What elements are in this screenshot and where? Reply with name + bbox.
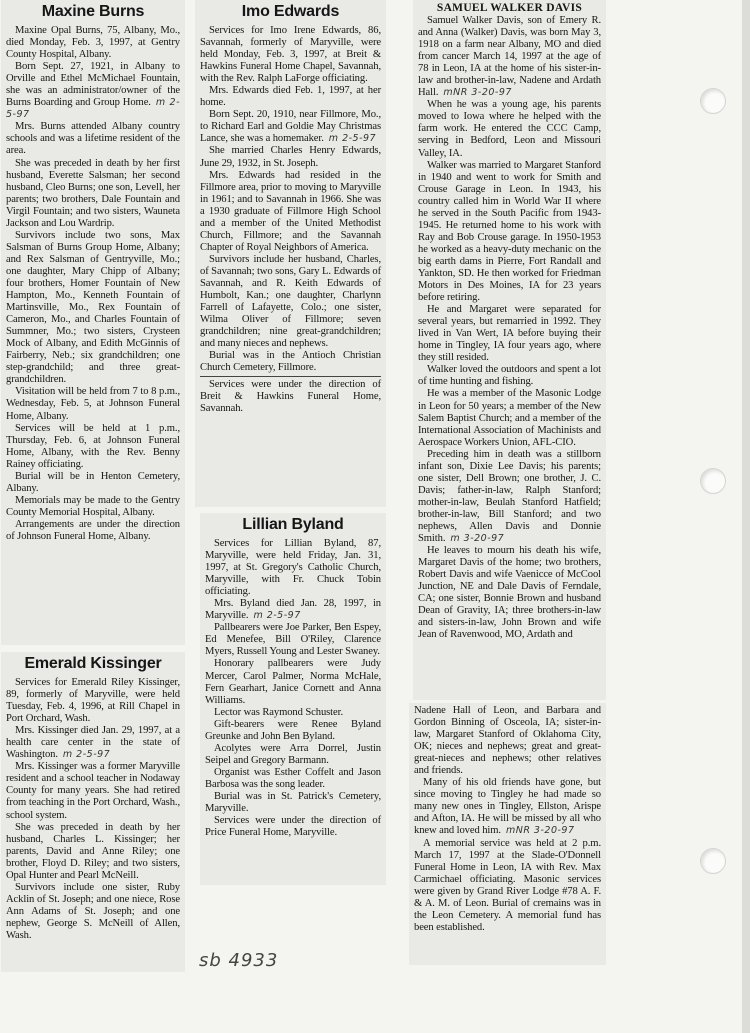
handwritten-note: m 2-5-97	[328, 133, 377, 145]
paragraph: Mrs. Kissinger was a former Maryville resident and a school teacher in Nodaway County for many years. She had retired from teaching in the Port Orchard, Wash., school system.	[6, 761, 180, 821]
handwritten-note: mNR 3-20-97	[443, 87, 512, 99]
paragraph: Mrs. Edwards had resided in the Fillmore area, prior to moving to Maryville in 1961; and to Savannah in 1966. She was a 1930 graduate of Fillmore High School and a member of the United Methodist Church, Fillmore; and the Savannah Chapter of Royal Neighbors of America.	[200, 169, 381, 253]
paragraph: Services were under the direction of Price Funeral Home, Maryville.	[205, 815, 381, 839]
paragraph: He and Margaret were separated for several years, but remarried in 1992. They lived in Van Wert, IA before buying their home in Tingley, IA four years ago, where they still resided.	[418, 304, 601, 364]
obituary-title: Maxine Burns	[41, 3, 145, 20]
paragraph: Burial was in the Antioch Christian Church Cemetery, Fillmore.	[200, 350, 381, 374]
paragraph: Visitation will be held from 7 to 8 p.m., Wednesday, Feb. 5, at Johnson Funeral Home, Albany.	[6, 386, 180, 422]
binder-hole-bottom	[700, 848, 726, 874]
paragraph: Gift-bearers were Renee Byland Greunke and John Ben Byland.	[205, 718, 381, 742]
paragraph: Many of his old friends have gone, but since moving to Tingley he had made so many new ones in Tingley, Ellston, Arispe and Afton, IA. He will be missed by all who knew and loved him. mNR 3-20-97	[414, 777, 601, 837]
divider	[200, 376, 381, 377]
paragraph: He leaves to mourn his death his wife, Margaret Davis of the home; two brothers, Robert Davis and wife Vaenicce of McCool Junction, NE and Dale Davis of Ferndale, CA; one sister, Bonnie Brown and husband Dean of Gravity, IA; three brothers-in-law and sisters-in-law, John Brown and wife Jean of Ravenwood, MO, Ardath and	[418, 545, 601, 641]
paragraph: Burial was in St. Patrick's Cemetery, Maryville.	[205, 790, 381, 815]
paragraph: Mrs. Burns attended Albany country schools and was a lifetime resident of the area.	[6, 121, 180, 157]
paragraph: Walker was married to Margaret Stanford in 1940 and went to work for Smith and Crouse Garage in Leon. In 1943, his country called him in World War II where he served in the South Pacific from 1943-1945. He returned home to his work with Ray and Bob Crouse garage. In 1950-1953 he worked as a heavy-duty mechanic on the big earth dams in Pierre, Fort Randall and Yankton, SD. He then worked for Friedman Motors in Des Moines, IA for 23 years before retiring.	[418, 159, 601, 304]
handwritten-note: mNR 3-20-97	[505, 825, 575, 837]
handwritten-note: m 2-5-97	[253, 610, 301, 622]
paragraph: She was preceded in death by her first husband, Everette Salsman; her second husband, Cleo Burns; one son, Levell, her parents; two brothers, Dale Fountain and Virgil Fountain; and two sisters, Wauneta Jackson and Lou Wardrip.	[6, 157, 180, 229]
paragraph: Walker loved the outdoors and spent a lot of time hunting and fishing.	[418, 364, 601, 388]
paragraph: Born Sept. 27, 1921, in Albany to Orville and Ethel McMichael Fountain, she was an administrator/owner of the Burns Boarding and Group Home. m 2-5-97	[6, 61, 181, 121]
paragraph: Pallbearers were Joe Parker, Ben Espey, Ed Menefee, Bill O'Riley, Clarence Myers, Russell Young and Lester Swaney.	[205, 622, 381, 658]
paragraph: Services for Lillian Byland, 87, Maryville, were held Friday, Jan. 31, 1997, at St. Gregory's Catholic Church, Maryville, with Fr. Chuck Tobin officiating.	[205, 538, 381, 598]
obituary-title: Lillian Byland	[242, 516, 344, 533]
paragraph: Samuel Walker Davis, son of Emery R. and Anna (Walker) Davis, was born May 3, 1918 on a farm near Albany, MO and died from cancer March 14, 1997 at the age of 78 in Leon, IA at the home of his sister-in-law and brother-in-law, Nadene and Ardath Hall. mNR 3-20-97	[418, 15, 601, 99]
handwritten-note: m 3-20-97	[450, 533, 505, 545]
paragraph: He was a member of the Masonic Lodge in Leon for 50 years; a member of the New Salem Baptist Church; and a member of the International Association of Machinists and Aerospace Workers Union, AFL-CIO.	[418, 388, 601, 448]
obituary-title: SAMUEL WALKER DAVIS	[436, 2, 583, 14]
paragraph: Organist was Esther Coffelt and Jason Barbosa was the song leader.	[205, 766, 381, 790]
paragraph: Arrangements are under the direction of Johnson Funeral Home, Albany.	[6, 518, 180, 542]
paragraph: Services were under the direction of Breit & Hawkins Funeral Home, Savannah.	[200, 379, 381, 415]
paragraph: Honorary pallbearers were Judy Mercer, Carol Palmer, Norma McHale, Fern Gearhart, Janice Cornett and Anna Williams.	[205, 658, 381, 706]
paragraph: Maxine Opal Burns, 75, Albany, Mo., died Monday, Feb. 3, 1997, at Gentry County Hospital, Albany.	[6, 25, 180, 61]
paragraph: Memorials may be made to the Gentry County Memorial Hospital, Albany.	[6, 494, 180, 518]
paragraph: Survivors include two sons, Max Salsman of Burns Group Home, Albany; and Rex Salsman of Gentryville, Mo.; one daughter, Mary Chipp of Albany; four brothers, Homer Fountain of New Hampton, Mo., Kenneth Fountain of Martinsville, Mo., Rex Fountain of Cameron, Mo., and Charles Fountain of Summner, Mo.; two sisters, Crysteen Mock of Albany, and Edith McGinnis of Fairberry, Neb.; six grandchildren; one step-grandchild; and three great-grandchildren.	[6, 229, 180, 386]
page-reference-note: sb 4933	[199, 950, 279, 971]
handwritten-note: m 2-5-97	[6, 97, 181, 121]
paragraph: Mrs. Kissinger died Jan. 29, 1997, at a health care center in the state of Washington. m 2-5-97	[6, 725, 180, 761]
obituary-emerald-kissinger	[1, 652, 185, 972]
obituary-lillian-byland	[200, 513, 386, 885]
obituary-samuel-walker-davis	[413, 0, 606, 700]
obituary-imo-edwards	[195, 0, 386, 507]
paragraph: When he was a young age, his parents moved to Iowa where he helped with the farm work. He entered the CCC Camp, serving in Bedford, Leon and Missouri Valley, IA.	[418, 99, 601, 159]
paragraph: Services for Imo Irene Edwards, 86, Savannah, formerly of Maryville, were held Monday, Feb. 3, 1997, at Breit & Hawkins Funeral Home Chapel, Savannah, with the Rev. Ralph LaForge officiating.	[200, 25, 381, 85]
paragraph: Services will be held at 1 p.m., Thursday, Feb. 6, at Johnson Funeral Home, Albany, with the Rev. Benny Rainey officiating.	[6, 422, 180, 470]
paragraph: Mrs. Edwards died Feb. 1, 1997, at her home.	[200, 85, 381, 109]
paragraph: A memorial service was held at 2 p.m. March 17, 1997 at the Slade-O'Donnell Funeral Home in Leon, IA with Rev. Max Carmichael officiating. Masonic services were given by Grand River Lodge #78 A. F. & A. M. of Leon. Burial of cremains was in the Leon Cemetery. A memorial fund has been established.	[414, 837, 601, 933]
obituary-title: Emerald Kissinger	[24, 655, 162, 672]
obituary-title: Imo Edwards	[241, 3, 340, 20]
obituary-maxine-burns	[1, 0, 185, 645]
paragraph: Survivors include one sister, Ruby Acklin of St. Joseph; and one niece, Rose Ann Adams of St. Joseph; and one nephew, George S. McNeill of Allen, Wash.	[6, 881, 180, 941]
binder-hole-top	[700, 88, 726, 114]
paragraph: Acolytes were Arra Dorrel, Justin Seipel and Gregory Barmann.	[205, 742, 381, 766]
paragraph: Burial will be in Henton Cemetery, Albany.	[6, 470, 180, 494]
paragraph: Born Sept. 20, 1910, near Fillmore, Mo., to Richard Earl and Goldie May Christmas Lance, she was a homemaker. m 2-5-97	[200, 109, 381, 145]
paragraph: She married Charles Henry Edwards, June 29, 1932, in St. Joseph.	[200, 145, 381, 169]
paragraph: She was preceded in death by her husband, Charles L. Kissinger; her parents, David and Anne Riley; one brother, Floyd D. Riley; and two sisters, Opal Hunter and Pearl McNeill.	[6, 821, 180, 881]
paragraph: Preceding him in death was a stillborn infant son, Dixie Lee Davis; his parents; one sister, Dell Brown; one brother, J. C. Davis; father-in-law, Ralph Stanford; mother-in-law, Beulah Stanford Hatfield; brother-in-law, Bill Stanford; and two nephews, Allen Davis and Donnie Smith. m 3-20-97	[418, 448, 601, 545]
obituary-samuel-walker-davis-continued	[409, 703, 606, 965]
paragraph: Mrs. Byland died Jan. 28, 1997, in Maryville. m 2-5-97	[205, 598, 381, 622]
paragraph: Lector was Raymond Schuster.	[214, 706, 344, 718]
page-edge	[742, 0, 750, 1033]
paragraph: Nadene Hall of Leon, and Barbara and Gordon Binning of Osceola, IA; sister-in-law, Margaret Stanford of Oklahoma City, OK; nieces and nephews; great and great-great-nieces and nephews; other relatives and friends.	[414, 705, 601, 777]
paragraph: Survivors include her husband, Charles, of Savannah; two sons, Gary L. Edwards of Savannah, and R. Keith Edwards of Humbolt, Kan.; one daughter, Charlynn Farrell of Lafayette, Colo.; one sister, Wilma Oliver of Fillmore; seven grandchildren; nine great-grandchildren; and many nieces and nephews.	[200, 253, 381, 350]
paragraph: Services for Emerald Riley Kissinger, 89, formerly of Maryville, were held Tuesday, Feb. 4, 1996, at Rill Chapel in Port Orchard, Wash.	[6, 677, 180, 725]
handwritten-note: m 2-5-97	[62, 749, 111, 761]
binder-hole-middle	[700, 468, 726, 494]
